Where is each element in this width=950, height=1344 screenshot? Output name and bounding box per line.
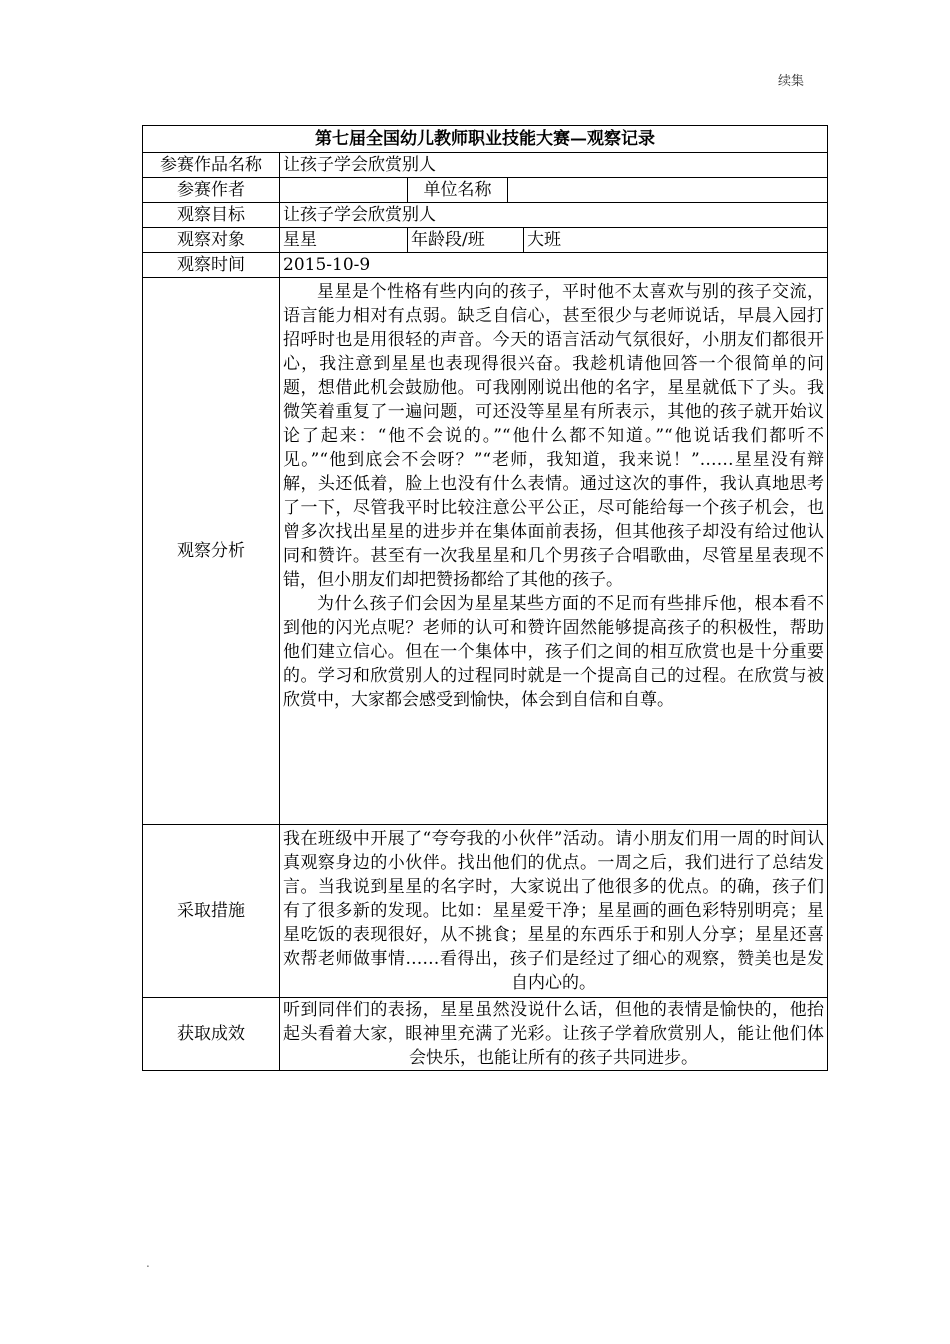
age-class-label: 年龄段/班: [408, 228, 524, 253]
header-note: 续集: [778, 74, 805, 89]
subject-label: 观察对象: [143, 228, 280, 253]
analysis-label: 观察分析: [143, 278, 280, 825]
goal-value: 让孩子学会欣赏别人: [280, 203, 828, 228]
measures-text: 我在班级中开展了“夸夸我的小伙伴”活动。请小朋友们用一周的时间认真观察身边的小伙伴。找出他们的优点。一周之后，我们进行了总结发言。当我说到星星的名字时，大家说出了他很多的优点。的确，孩子们有了很多新的发现。比如：星星爱干净；星星画的画色彩特别明亮；星星吃饭的表现很好，从不挑食；星星的东西乐于和别人分享；星星还喜欢帮老师做事情……看得出，孩子们是经过了细心的观察，赞美也是发自内心的。: [283, 829, 825, 993]
unit-name-label: 单位名称: [408, 178, 508, 203]
measures-label: 采取措施: [143, 825, 280, 998]
age-class-value: 大班: [524, 228, 828, 253]
form-title: 第七届全国幼儿教师职业技能大赛—观察记录: [143, 126, 828, 153]
observation-record-table: [142, 125, 828, 1071]
unit-name-value: [508, 178, 828, 203]
measures-content: [280, 825, 828, 998]
author-value: [280, 178, 408, 203]
results-text: 听到同伴们的表扬，星星虽然没说什么话，但他的表情是愉快的，他抬起头看着大家，眼神里充满了光彩。让孩子学着欣赏别人，能让他们体会快乐，也能让所有的孩子共同进步。: [283, 1000, 825, 1068]
footer-mark: .: [146, 1256, 150, 1270]
work-name-label: 参赛作品名称: [143, 153, 280, 178]
time-value: 2015-10-9: [280, 253, 828, 278]
results-label: 获取成效: [143, 998, 280, 1071]
results-content: [280, 998, 828, 1071]
analysis-paragraph: 星星是个性格有些内向的孩子，平时他不太喜欢与别的孩子交流，语言能力相对有点弱。缺乏自信心，甚至很少与老师说话，早晨入园打招呼时也是用很轻的声音。今天的语言活动气氛很好，小朋友们都很开心，我注意到星星也表现得很兴奋。我趁机请他回答一个很简单的问题，想借此机会鼓励他。可我刚刚说出他的名字，星星就低下了头。我微笑着重复了一遍问题，可还没等星星有所表示，其他的孩子就开始议论了起来：“他不会说的。”“他什么都不知道。”“他说话我们都听不见。”“他到底会不会呀？”“老师，我知道，我来说！”……星星没有辩解，头还低着，脸上也没有什么表情。通过这次的事件，我认真地思考了一下，尽管我平时比较注意公平公正，尽可能给每一个孩子机会，也曾多次找出星星的进步并在集体面前表扬，但其他孩子却没有给过他认同和赞许。甚至有一次我星星和几个男孩子合唱歌曲，尽管星星表现不错，但小朋友们却把赞扬都给了其他的孩子。: [283, 282, 825, 590]
author-label: 参赛作者: [143, 178, 280, 203]
subject-value: 星星: [280, 228, 408, 253]
work-name-value: 让孩子学会欣赏别人: [280, 153, 828, 178]
analysis-paragraph: 为什么孩子们会因为星星某些方面的不足而有些排斥他，根本看不到他的闪光点呢？老师的认可和赞许固然能够提高孩子的积极性，帮助他们建立信心。但在一个集体中，孩子们之间的相互欣赏也是十分重要的。学习和欣赏别人的过程同时就是一个提高自己的过程。在欣赏与被欣赏中，大家都会感受到愉快，体会到自信和自尊。: [283, 594, 825, 710]
analysis-content: [280, 278, 828, 825]
goal-label: 观察目标: [143, 203, 280, 228]
time-label: 观察时间: [143, 253, 280, 278]
